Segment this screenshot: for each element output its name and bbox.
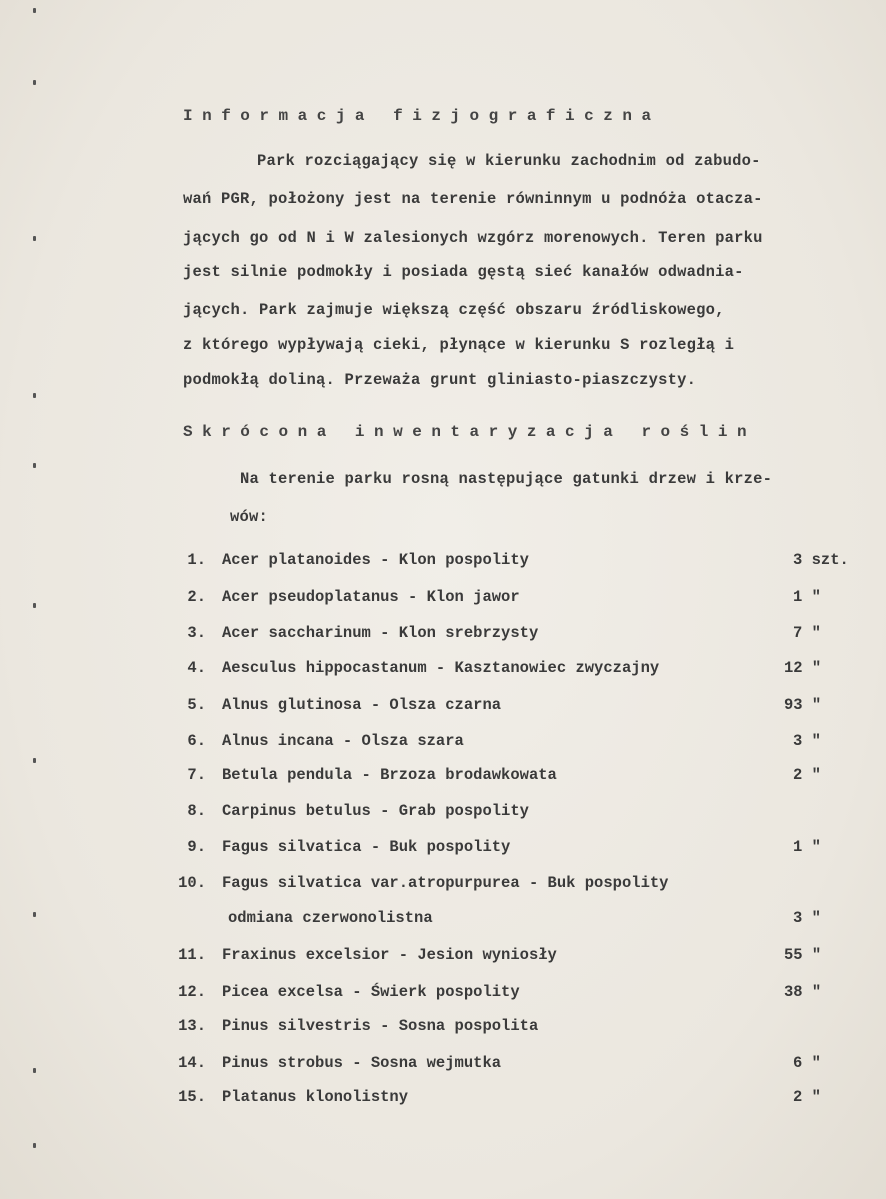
margin-mark [33, 1143, 36, 1148]
item-species: Acer saccharinum - Klon srebrzysty [222, 624, 539, 642]
item-quantity: 1 " [793, 838, 821, 856]
paragraph-line: jest silnie podmokły i posiada gęstą sieć kanałów odwadnia- [183, 263, 744, 281]
item-species: Pinus silvestris - Sosna pospolita [222, 1017, 539, 1035]
item-species: Carpinus betulus - Grab pospolity [222, 802, 529, 820]
item-quantity: 1 " [793, 588, 821, 606]
item-quantity: 2 " [793, 766, 821, 784]
item-quantity: 55 " [784, 946, 822, 964]
item-number: 15. [178, 1088, 206, 1106]
item-species: Fagus silvatica - Buk pospolity [222, 838, 511, 856]
paragraph-line: Park rozciągający się w kierunku zachodnim od zabudo- [257, 152, 761, 170]
item-number: 14. [178, 1054, 206, 1072]
paragraph-line: wań PGR, położony jest na terenie równinnym u podnóża otacza- [183, 190, 763, 208]
item-species: Aesculus hippocastanum - Kasztanowiec zwyczajny [222, 659, 660, 677]
item-quantity: 38 " [784, 983, 822, 1001]
item-number: 2. [187, 588, 206, 606]
item-species: Fraxinus excelsior - Jesion wyniosły [222, 946, 557, 964]
margin-mark [33, 236, 36, 241]
item-species: Alnus glutinosa - Olsza czarna [222, 696, 502, 714]
item-number: 4. [187, 659, 206, 677]
item-number: 1. [187, 551, 206, 569]
item-species: Platanus klonolistny [222, 1088, 409, 1106]
margin-mark [33, 603, 36, 608]
intro-line: wów: [230, 508, 269, 526]
item-number: 3. [187, 624, 206, 642]
margin-mark [33, 393, 36, 398]
item-quantity: 3 szt. [793, 551, 849, 569]
item-quantity: 2 " [793, 1088, 821, 1106]
item-quantity: 93 " [784, 696, 822, 714]
margin-mark [33, 758, 36, 763]
paragraph-line: z którego wypływają cieki, płynące w kierunku S rozległą i [183, 336, 735, 354]
intro-line: Na terenie parku rosną następujące gatunki drzew i krze- [240, 470, 773, 488]
item-species: Picea excelsa - Świerk pospolity [222, 983, 520, 1001]
item-species: Acer pseudoplatanus - Klon jawor [222, 588, 520, 606]
item-quantity: 7 " [793, 624, 821, 642]
section-heading-inwentaryzacja: Skrócona inwentaryzacja roślin [183, 423, 757, 441]
section-heading-fizjograficzna: Informacja fizjograficzna [183, 107, 661, 125]
margin-mark [33, 1068, 36, 1073]
item-quantity: 6 " [793, 1054, 821, 1072]
item-number: 13. [178, 1017, 206, 1035]
item-species: odmiana czerwonolistna [228, 909, 433, 927]
item-number: 6. [187, 732, 206, 750]
item-species: Alnus incana - Olsza szara [222, 732, 464, 750]
item-quantity: 3 " [793, 909, 821, 927]
item-quantity: 3 " [793, 732, 821, 750]
item-number: 7. [187, 766, 206, 784]
paragraph-line: jących. Park zajmuje większą część obszaru źródliskowego, [183, 301, 725, 319]
item-quantity: 12 " [784, 659, 822, 677]
item-species: Acer platanoides - Klon pospolity [222, 551, 529, 569]
item-species: Fagus silvatica var.atropurpurea - Buk pospolity [222, 874, 669, 892]
item-number: 5. [187, 696, 206, 714]
item-number: 10. [178, 874, 206, 892]
item-species: Pinus strobus - Sosna wejmutka [222, 1054, 502, 1072]
margin-mark [33, 463, 36, 468]
margin-mark [33, 80, 36, 85]
item-number: 8. [187, 802, 206, 820]
margin-mark [33, 912, 36, 917]
margin-mark [33, 8, 36, 13]
item-number: 9. [187, 838, 206, 856]
item-species: Betula pendula - Brzoza brodawkowata [222, 766, 557, 784]
item-number: 12. [178, 983, 206, 1001]
item-number: 11. [178, 946, 206, 964]
paragraph-line: jących go od N i W zalesionych wzgórz morenowych. Teren parku [183, 229, 763, 247]
paragraph-line: podmokłą doliną. Przeważa grunt gliniasto-piaszczysty. [183, 371, 697, 389]
